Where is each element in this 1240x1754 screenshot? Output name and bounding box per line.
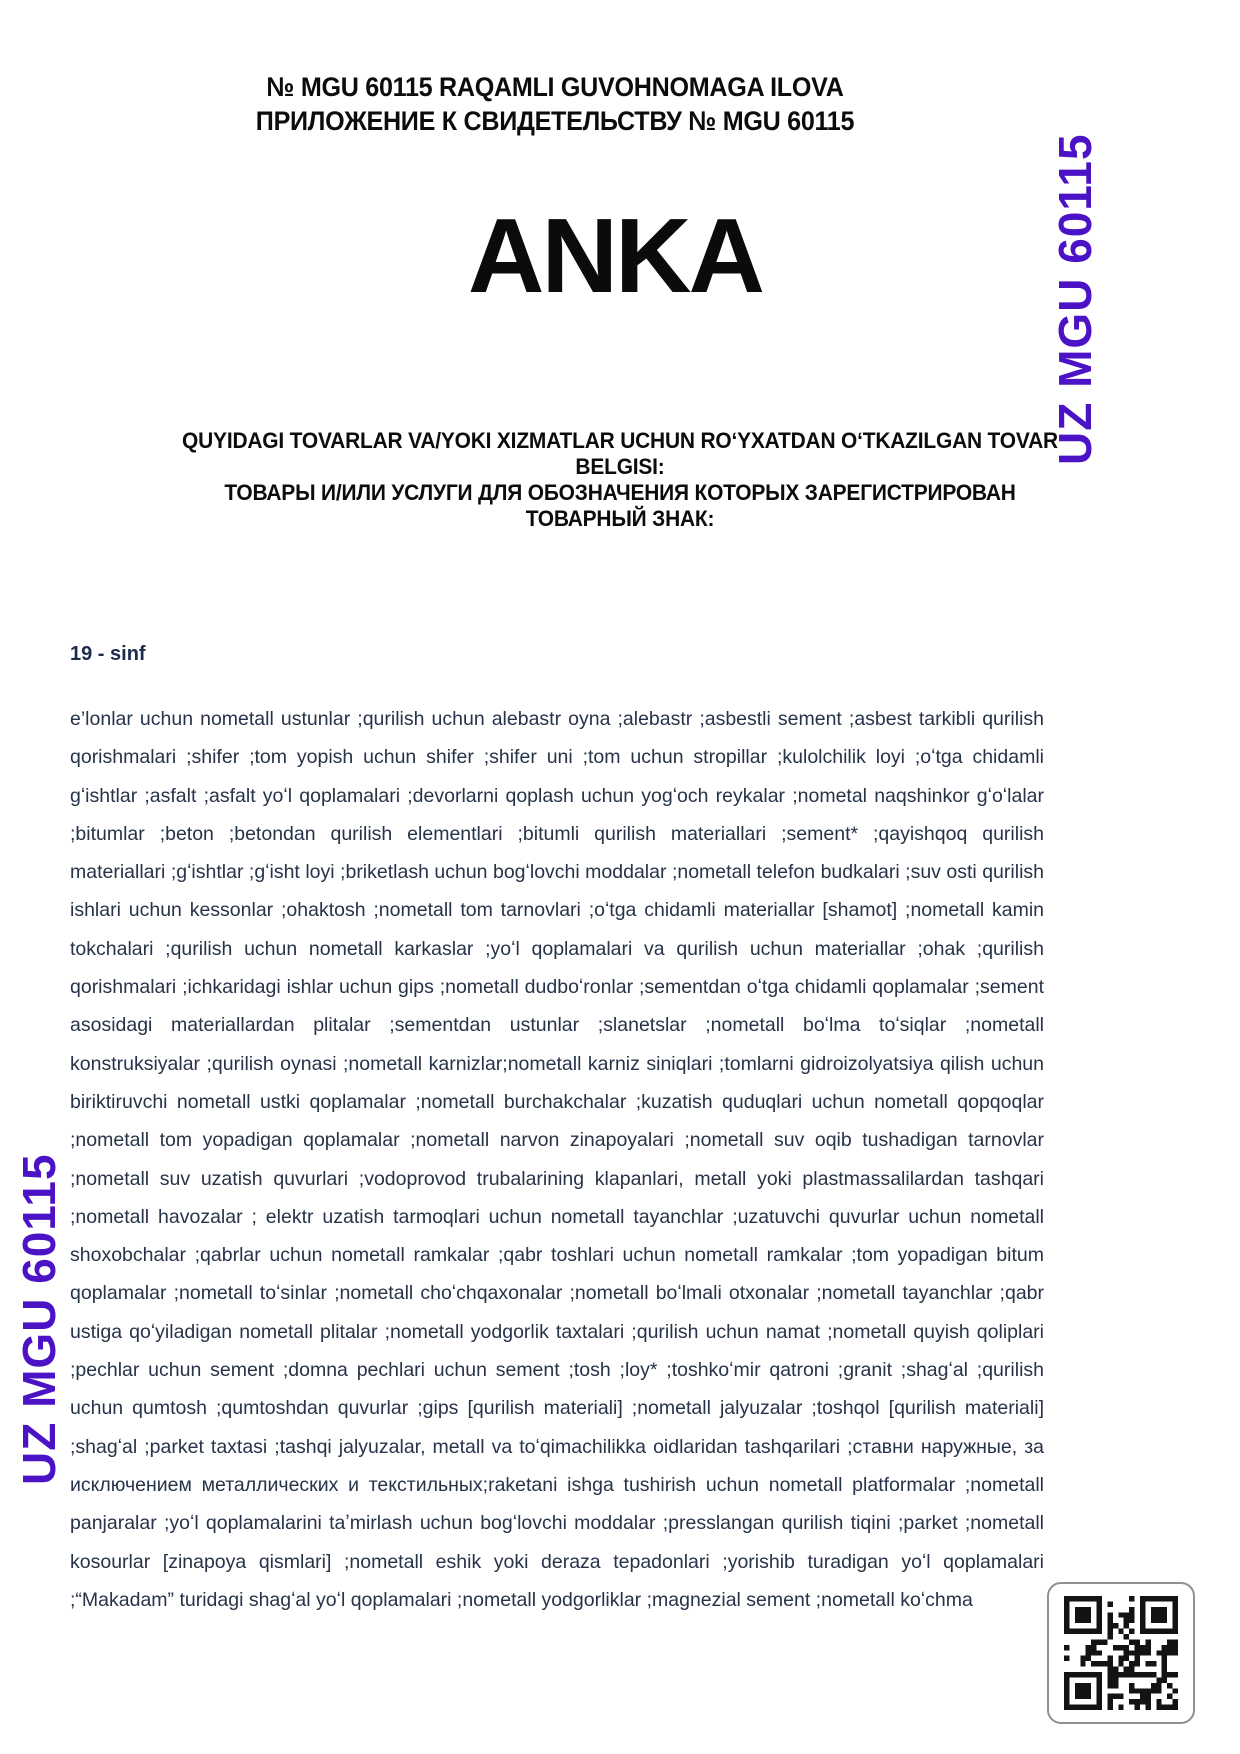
qr-code-pattern — [1062, 1596, 1180, 1710]
trademark-logo: ANKA — [467, 197, 763, 315]
right-margin-label: UZ MGU 60115 — [1049, 133, 1101, 465]
registered-goods-heading — [178, 428, 1062, 532]
goods-list-paragraph: e’lonlar uchun nometall ustunlar ;qurilish uchun alebastr oyna ;alebastr ;asbestli sement ;asbest tarkibli qurilish qorishmalari ;shifer ;tom yopish uchun shifer ;shifer uni ;tom uchun stropillar ;kulolchilik loyi ;oʻtga chidamli gʻishtlar ;asfalt ;asfalt yoʻl qoplamalari ;devorlarni qoplash uchun yogʻoch reykalar ;nometal naqshinkor gʻoʻlalar ;bitumlar ;beton ;betondan qurilish elementlari ;bitumli qurilish materiallari ;sement* ;qayishqoq qurilish materiallari ;gʻishtlar ;gʻisht loyi ;briketlash uchun bogʻlovchi moddalar ;nometall telefon budkalari ;suv osti qurilish ishlari uchun kessonlar ;ohaktosh ;nometall tom tarnovlari ;oʻtga chidamli materiallar [shamot] ;nometall kamin tokchalari ;qurilish uchun nometall karkaslar ;yoʻl qoplamalari va qurilish uchun materiallar ;ohak ;qurilish qorishmalari ;ichkaridagi ishlar uchun gips ;nometall dudboʻronlar ;sementdan oʻtga chidamli qoplamalar ;sement asosidagi materiallardan plitalar ;sementdan ustunlar ;slanetslar ;nometall boʻlma toʻsiqlar ;nometall konstruksiyalar ;qurilish oynasi ;nometall karnizlar;nometall karniz siniqlari ;tomlarni gidroizolyatsiya qilish uchun biriktiruvchi nometall ustki qoplamalar ;nometall burchakchalar ;kuzatish quduqlari uchun nometall qopqoqlar ;nometall tom yopadigan qoplamalar ;nometall narvon zinapoyalari ;nometall suv oqib tushadigan tarnovlar ;nometall suv uzatish quvurlari ;vodoprovod trubalarining klapanlari, metall yoki plastmassalilardan tashqari ;nometall havozalar ; elektr uzatish tarmoqlari uchun nometall tayanchlar ;uzatuvchi quvurlar uchun nometall shoxobchalar ;qabrlar uchun nometall ramkalar ;qabr toshlari uchun nometall ramkalar ;tom yopadigan bitum qoplamalar ;nometall toʻsinlar ;nometall choʻchqaxonalar ;nometall boʻlmali otxonalar ;nometall tayanchlar ;qabr ustiga qoʻyiladigan nometall plitalar ;nometall yodgorlik taxtalari ;qurilish uchun namat ;nometall quyish qoliplari ;pechlar uchun sement ;domna pechlari uchun sement ;tosh ;loy* ;toshkoʻmir qatroni ;granit ;shagʻal ;qurilish uchun qumtosh ;qumtoshdan quvurlar ;gips [qurilish materiali] ;nometall jalyuzalar ;toshqol [qurilish materiali] ;shagʻal ;parket taxtasi ;tashqi jalyuzalar, metall va toʻqimachilikka oidlaridan tashqarilari ;ставни наружные, за исключением металлических и текстильных;raketani ishga tushirish uchun nometall platformalar ;nometall panjaralar ;yoʻl qoplamalarini taʼmirlash uchun bogʻlovchi moddalar ;presslangan qurilish tiqini ;parket ;nometall kosourlar [zinapoya qismlari] ;nometall eshik yoki deraza tepadonlari ;yorishib turadigan yoʻl qoplamalari ;“Makadam” turidagi shagʻal yoʻl qoplamalari ;nometall yodgorliklar ;magnezial sement ;nometall koʻchma — [70, 708, 1044, 1611]
nice-class-heading: 19 - sinf — [70, 643, 146, 665]
registered-goods-heading-uz: QUYIDAGI TOVARLAR VA/YOKI XIZMATLAR UCHUN ROʻYXATDAN OʻTKAZILGAN TOVAR BELGISI: — [182, 428, 1058, 479]
document-title — [104, 70, 1006, 138]
left-margin-label: UZ MGU 60115 — [13, 1153, 65, 1485]
registered-goods-heading-ru: ТОВАРЫ И/ИЛИ УСЛУГИ ДЛЯ ОБОЗНАЧЕНИЯ КОТОРЫХ ЗАРЕГИСТРИРОВАН ТОВАРНЫЙ ЗНАК: — [224, 480, 1016, 531]
document-title-ru: ПРИЛОЖЕНИЕ К СВИДЕТЕЛЬСТВУ № MGU 60115 — [255, 106, 855, 136]
document-title-uz: № MGU 60115 RAQAMLI GUVOHNOMAGA ILOVA — [266, 72, 844, 102]
qr-code — [1047, 1582, 1195, 1724]
